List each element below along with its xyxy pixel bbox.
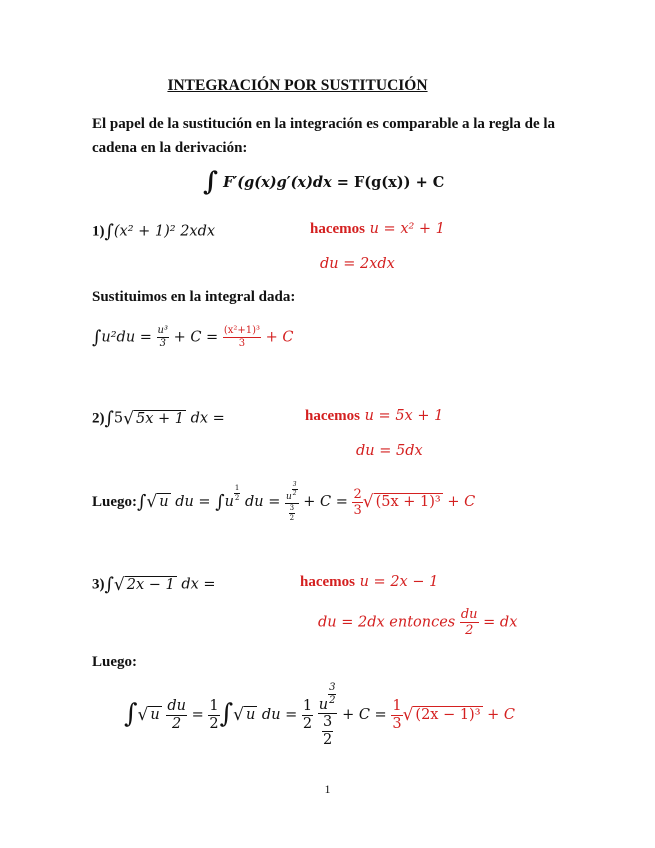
ex3-radicand: 2x − 1 (126, 576, 175, 593)
ex3-f4-den-den: 2 (323, 731, 333, 748)
ex3-f4-exp (328, 683, 336, 706)
ex3-sub-eq: u = 2x − 1 (359, 574, 439, 590)
ex1-r-mid: + C = (173, 329, 219, 346)
ex1-substitution (310, 221, 445, 238)
ex3-label: 3) (92, 576, 105, 593)
integral-sign: ∫ (124, 699, 138, 730)
ex3-r-radicand: (2x − 1)³ (415, 707, 481, 724)
ex3-f1 (166, 699, 187, 731)
ex2-r-num: 2 (353, 486, 362, 502)
ex3-r-sqrt: √ (2x − 1)³ (402, 705, 481, 726)
ex3-f4-den-num: 3 (323, 714, 333, 731)
ex3-eq1: = (191, 707, 204, 724)
ex3-f4-base: u (318, 696, 329, 713)
ex2-tail: dx = (190, 410, 225, 427)
ex1-r-end: + C (265, 329, 294, 346)
ex3-r-num: 1 (392, 698, 402, 715)
ex1-sub-eq: u = x² + 1 (369, 221, 445, 237)
ex3-f2-num: 1 (209, 698, 219, 715)
ex3-f3 (302, 699, 313, 731)
ex3-du-den: 2 (465, 623, 474, 638)
ex3-f4-den (318, 714, 338, 747)
ex3-statement (92, 574, 216, 595)
ex1-frac1-num: u³ (157, 325, 168, 336)
ex2-s4-num (285, 482, 299, 504)
ex2-luego: Luego: (92, 494, 137, 510)
ex2-s2-exp-den: 2 (234, 494, 240, 503)
ex2-result (92, 482, 475, 522)
ex3-sub-word: hacemos (300, 574, 355, 590)
ex2-s4-exp-num: 3 (292, 481, 297, 488)
integral-sign: ∫ (137, 491, 147, 513)
ex2-s4-exp-den: 2 (292, 490, 297, 497)
ex3-du (318, 608, 517, 637)
ex3-f4-exp-den: 2 (329, 695, 336, 706)
ex2-label: 2) (92, 410, 105, 427)
ex2-substitution (305, 408, 443, 425)
ex3-radicand-u2: u (245, 707, 256, 724)
ex3-f2-den: 2 (209, 715, 219, 732)
ex2-s5: + C = (303, 494, 348, 510)
ex3-result (124, 683, 515, 747)
ex2-s4-den (285, 504, 299, 522)
ex3-f2 (208, 699, 219, 731)
ex3-f3-den: 2 (302, 715, 313, 732)
ex3-du-text: du = 2dx entonces (318, 614, 456, 631)
ex2-sqrt-u: √ u (146, 492, 169, 512)
integral-sign: ∫ (219, 699, 234, 730)
ex3-f4-num (318, 683, 338, 714)
ex2-s2-base: u (224, 494, 234, 510)
ex3-r-den: 3 (392, 715, 402, 732)
general-formula (203, 167, 445, 197)
ex3-radicand-u: u (150, 707, 160, 724)
ex1-frac2-den: 3 (238, 338, 246, 349)
ex2-s4-exp (292, 482, 298, 497)
ex2-s4-den-den: 2 (289, 514, 295, 522)
ex1-frac1-den: 3 (159, 338, 166, 349)
page-number: 1 (324, 782, 331, 796)
ex3-f4-den-frac (322, 715, 333, 747)
ex2-radicand: 5x + 1 (135, 410, 184, 427)
ex3-f3-num: 1 (302, 698, 313, 715)
ex2-s4-den-frac (289, 505, 295, 522)
ex3-f4 (318, 683, 338, 747)
ex1-statement (92, 221, 215, 242)
ex1-du: du = 2xdx (320, 256, 395, 272)
ex3-s2: du = (261, 707, 298, 724)
ex3-f1-den: 2 (172, 715, 182, 732)
intro-paragraph: El papel de la sustitución en la integración es comparable a la regla de la cadena en la derivación: (92, 116, 556, 156)
ex2-s3: du = (245, 494, 281, 510)
integral-sign: ∫ (104, 408, 114, 429)
ex1-fraction-1 (157, 326, 169, 349)
ex3-du-num: du (460, 607, 478, 622)
formula-rhs: = F(g(x)) + C (336, 174, 445, 191)
ex2-r-radicand: (5x + 1)³ (375, 494, 441, 510)
ex3-substitution (300, 574, 438, 591)
ex2-s1: du = (175, 494, 211, 510)
ex1-fraction-2 (223, 326, 261, 349)
integral-sign: ∫ (104, 221, 114, 242)
ex1-label: 1) (92, 223, 105, 240)
ex2-sub-word: hacemos (305, 408, 360, 424)
ex2-r-sqrt: √ (5x + 1)³ (362, 492, 441, 512)
ex2-du: du = 5dx (356, 443, 423, 459)
ex1-sub-word: hacemos (310, 221, 365, 237)
formula-lhs: F′(g(x)g′(x)dx (223, 174, 332, 191)
ex1-integrand: (x² + 1)² 2xdx (113, 223, 216, 240)
ex2-sqrt: √ 5x + 1 (123, 408, 184, 429)
ex3-luego: Luego: (92, 654, 137, 670)
ex3-sqrt-u2: √ u (233, 705, 256, 726)
ex2-s4-den-num: 3 (289, 504, 295, 512)
ex3-sqrt: √ 2x − 1 (113, 574, 175, 595)
ex3-f1-num: du (167, 698, 186, 715)
ex1-note: Sustituimos en la integral dada: (92, 289, 296, 305)
ex2-radicand-u: u (159, 494, 169, 510)
ex2-statement (92, 408, 225, 429)
integral-sign: ∫ (203, 167, 219, 197)
ex3-r-end: + C (487, 707, 515, 724)
integral-sign: ∫ (92, 327, 102, 348)
ex2-r-fraction (352, 488, 362, 517)
ex3-s3: + C = (342, 707, 387, 724)
integral-sign: ∫ (215, 491, 225, 513)
ex2-coef: 5 (113, 410, 124, 427)
ex2-sub-eq: u = 5x + 1 (364, 408, 444, 424)
ex2-s4-fraction (285, 482, 299, 522)
page-title: INTEGRACIÓN POR SUSTITUCIÓN (167, 77, 428, 94)
ex1-result (92, 326, 294, 349)
ex2-r-end: + C (447, 494, 476, 510)
ex3-r-fraction (391, 699, 402, 731)
ex2-s2-exp-num: 1 (234, 484, 240, 493)
ex2-s2-exp (234, 485, 240, 502)
ex3-sqrt-u: √ u (137, 705, 160, 726)
integral-sign: ∫ (104, 574, 114, 595)
ex3-tail: dx = (181, 576, 216, 593)
ex3-du-end: = dx (483, 614, 518, 631)
ex2-r-den: 3 (353, 502, 362, 518)
ex3-f4-exp-num: 3 (329, 682, 336, 693)
ex2-s4-base: u (286, 492, 292, 502)
ex1-frac2-num: (x²+1)³ (223, 325, 261, 336)
ex1-r-start: u²du = (101, 329, 152, 346)
ex3-du-fraction (460, 608, 479, 637)
